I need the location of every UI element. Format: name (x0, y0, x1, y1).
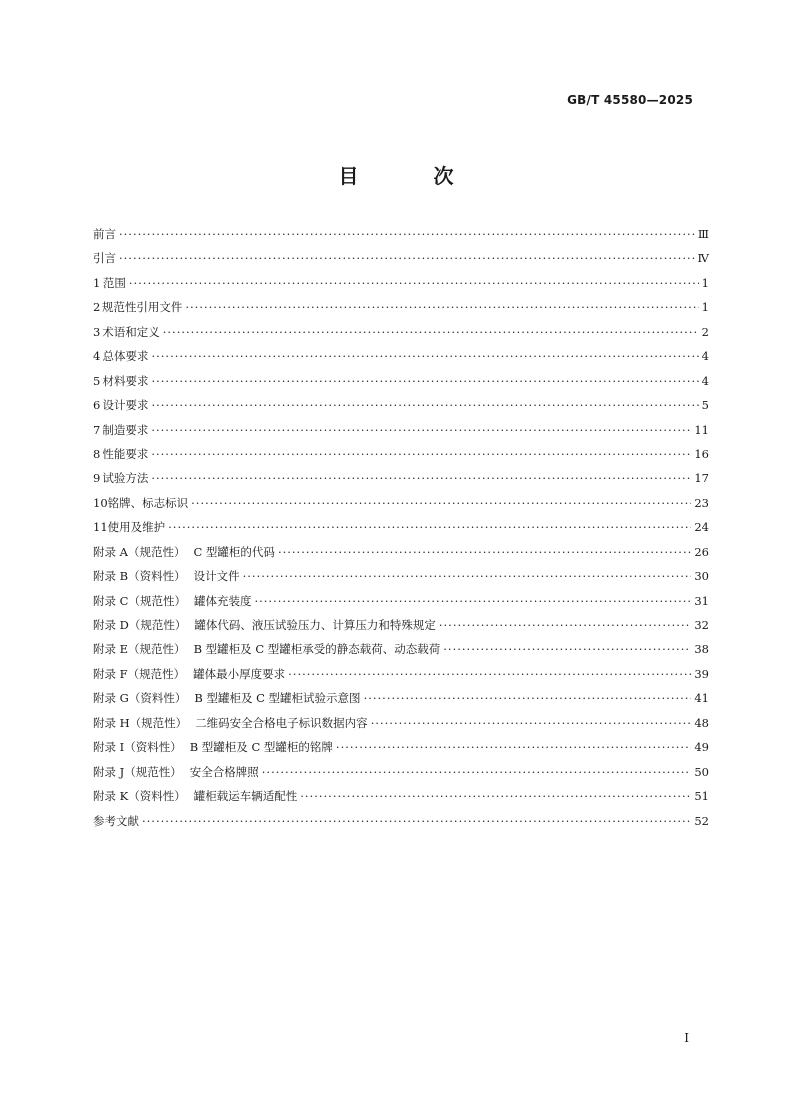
dot-leader (151, 398, 698, 412)
dot-leader (371, 716, 692, 730)
toc-entry-label: B 型罐柜及 C 型罐柜承受的静态载荷、动态载荷 (193, 642, 441, 657)
toc-appendix-designation: 附录 I（资料性） (93, 740, 182, 755)
toc-entry[interactable] (93, 250, 709, 274)
toc-entry-label: 安全合格牌照 (189, 764, 259, 779)
toc-entry[interactable] (93, 764, 709, 788)
toc-entry-number: 3 (93, 324, 101, 339)
toc-entry-number: 9 (93, 471, 101, 486)
toc-entry-page: 23 (694, 495, 709, 510)
dot-leader (119, 227, 695, 241)
toc-entry-label: 罐柜载运车辆适配性 (193, 789, 298, 804)
toc-entry-page: 32 (694, 618, 709, 632)
toc-entry-page: 31 (694, 593, 709, 608)
toc-entry-page: Ⅳ (697, 251, 709, 266)
toc-entry-page: 5 (701, 398, 709, 413)
toc-entry[interactable] (93, 544, 709, 568)
toc-entry[interactable] (93, 617, 709, 641)
toc-entry-label: 设计文件 (193, 569, 240, 584)
toc-entry-label: B 型罐柜及 C 型罐柜的铭牌 (189, 740, 333, 755)
dot-leader (185, 300, 698, 314)
toc-entry[interactable] (93, 788, 709, 812)
toc-entry[interactable] (93, 690, 709, 714)
dot-leader (151, 471, 691, 485)
toc-entry-label: 试验方法 (102, 471, 149, 486)
dot-leader (288, 667, 691, 681)
toc-entry-label: 引言 (93, 251, 116, 266)
toc-entry-page: 4 (701, 349, 709, 364)
toc-entry-page: 11 (694, 422, 709, 437)
toc-entry-page: 24 (694, 520, 709, 535)
toc-entry-label: 罐体最小厚度要求 (193, 666, 286, 681)
toc-entry[interactable] (93, 519, 709, 543)
toc-entry-label: 前言 (93, 227, 116, 241)
toc-entry-number: 11 (93, 520, 108, 535)
toc-entry-label: B 型罐柜及 C 型罐柜试验示意图 (194, 691, 361, 706)
toc-entry[interactable] (93, 495, 709, 519)
dot-leader (254, 594, 691, 608)
toc-appendix-designation: 附录 B（资料性） (93, 569, 186, 584)
toc-entry-label: 规范性引用文件 (101, 300, 183, 315)
toc-entry-number: 4 (93, 349, 101, 364)
toc-entry-label: 罐体代码、液压试验压力、计算压力和特殊规定 (194, 618, 436, 632)
dot-leader (151, 447, 691, 461)
toc-entry-label: 总体要求 (102, 349, 149, 364)
toc-entry[interactable] (93, 666, 709, 690)
toc-entry-label: 设计要求 (102, 398, 149, 413)
toc-entry[interactable] (93, 373, 709, 397)
toc-entry-number: 5 (93, 373, 101, 388)
dot-leader (142, 814, 691, 828)
toc-appendix-designation: 附录 E（规范性） (93, 642, 186, 657)
toc-entry-page: Ⅲ (697, 227, 709, 241)
toc-appendix-designation: 附录 D（规范性） (93, 618, 187, 632)
dot-leader (168, 520, 691, 534)
toc-entry-page: 16 (694, 446, 709, 461)
toc-entry-page: 1 (701, 275, 709, 290)
dot-leader (129, 276, 699, 290)
dot-leader (262, 765, 692, 779)
toc-entry-label: 参考文献 (93, 813, 139, 828)
toc-entry-page: 49 (694, 740, 709, 755)
toc-entry-page: 1 (701, 300, 709, 315)
toc-entry-number: 2 (93, 300, 101, 315)
dot-leader (300, 789, 691, 803)
toc-entry[interactable] (93, 470, 709, 494)
dot-leader (151, 423, 691, 437)
toc-entry-label: 术语和定义 (102, 324, 160, 339)
toc-entry[interactable] (93, 226, 709, 250)
toc-entry[interactable] (93, 593, 709, 617)
toc-entry-number: 7 (93, 422, 101, 437)
toc-entry[interactable] (93, 715, 709, 739)
toc-entry[interactable] (93, 422, 709, 446)
dot-leader (119, 251, 695, 265)
toc-entry[interactable] (93, 299, 709, 323)
toc-appendix-designation: 附录 H（规范性） (93, 715, 188, 730)
toc-entry[interactable] (93, 275, 709, 299)
dot-leader (443, 642, 691, 656)
toc-entry[interactable] (93, 348, 709, 372)
dot-leader (278, 545, 691, 559)
toc-entry-label: 性能要求 (102, 446, 149, 461)
toc-entry[interactable] (93, 641, 709, 665)
table-of-contents (93, 226, 709, 837)
toc-entry-label: 材料要求 (102, 373, 149, 388)
toc-entry-page: 26 (694, 544, 709, 559)
toc-entry[interactable] (93, 397, 709, 421)
toc-appendix-designation: 附录 G（资料性） (93, 691, 187, 706)
dot-leader (243, 569, 692, 583)
toc-entry-page: 38 (694, 642, 709, 657)
dot-leader (439, 618, 691, 632)
toc-entry-number: 10 (93, 495, 108, 510)
toc-appendix-designation: 附录 F（规范性） (93, 666, 186, 681)
page-number: I (684, 1031, 689, 1045)
toc-appendix-designation: 附录 J（规范性） (93, 764, 182, 779)
toc-entry-label: 二维码安全合格电子标识数据内容 (195, 715, 368, 730)
toc-entry-number: 8 (93, 446, 101, 461)
toc-entry-number: 1 (93, 275, 101, 290)
dot-leader (191, 496, 691, 510)
toc-entry[interactable] (93, 446, 709, 470)
toc-entry-number: 6 (93, 398, 101, 413)
dot-leader (336, 740, 691, 754)
toc-appendix-designation: 附录 C（规范性） (93, 593, 186, 608)
toc-entry-page: 4 (701, 373, 709, 388)
toc-entry-page: 30 (694, 569, 709, 584)
toc-entry[interactable] (93, 324, 709, 348)
dot-leader (163, 325, 699, 339)
toc-entry-page: 51 (694, 789, 709, 804)
toc-entry-label: 铭牌、标志标识 (107, 495, 189, 510)
toc-entry-page: 2 (701, 324, 709, 339)
dot-leader (151, 349, 698, 363)
toc-entry-label: C 型罐柜的代码 (193, 544, 275, 559)
toc-entry[interactable] (93, 813, 709, 837)
toc-entry-page: 48 (694, 715, 709, 730)
toc-entry-label: 制造要求 (102, 422, 149, 437)
toc-entry[interactable] (93, 568, 709, 592)
toc-entry-label: 使用及维护 (107, 520, 166, 535)
toc-entry-page: 39 (694, 666, 709, 681)
dot-leader (364, 691, 692, 705)
toc-entry-label: 范围 (102, 275, 126, 290)
toc-entry-page: 41 (694, 691, 709, 706)
toc-entry[interactable] (93, 739, 709, 763)
toc-appendix-designation: 附录 K（资料性） (93, 789, 186, 804)
toc-entry-page: 52 (694, 813, 709, 828)
toc-entry-page: 50 (694, 764, 709, 779)
toc-entry-label: 罐体充装度 (193, 593, 252, 608)
toc-entry-page: 17 (694, 471, 709, 486)
page-title: 目 次 (338, 164, 488, 188)
dot-leader (151, 374, 698, 388)
standard-code: GB/T 45580—2025 (567, 93, 693, 107)
toc-appendix-designation: 附录 A（规范性） (93, 544, 186, 559)
